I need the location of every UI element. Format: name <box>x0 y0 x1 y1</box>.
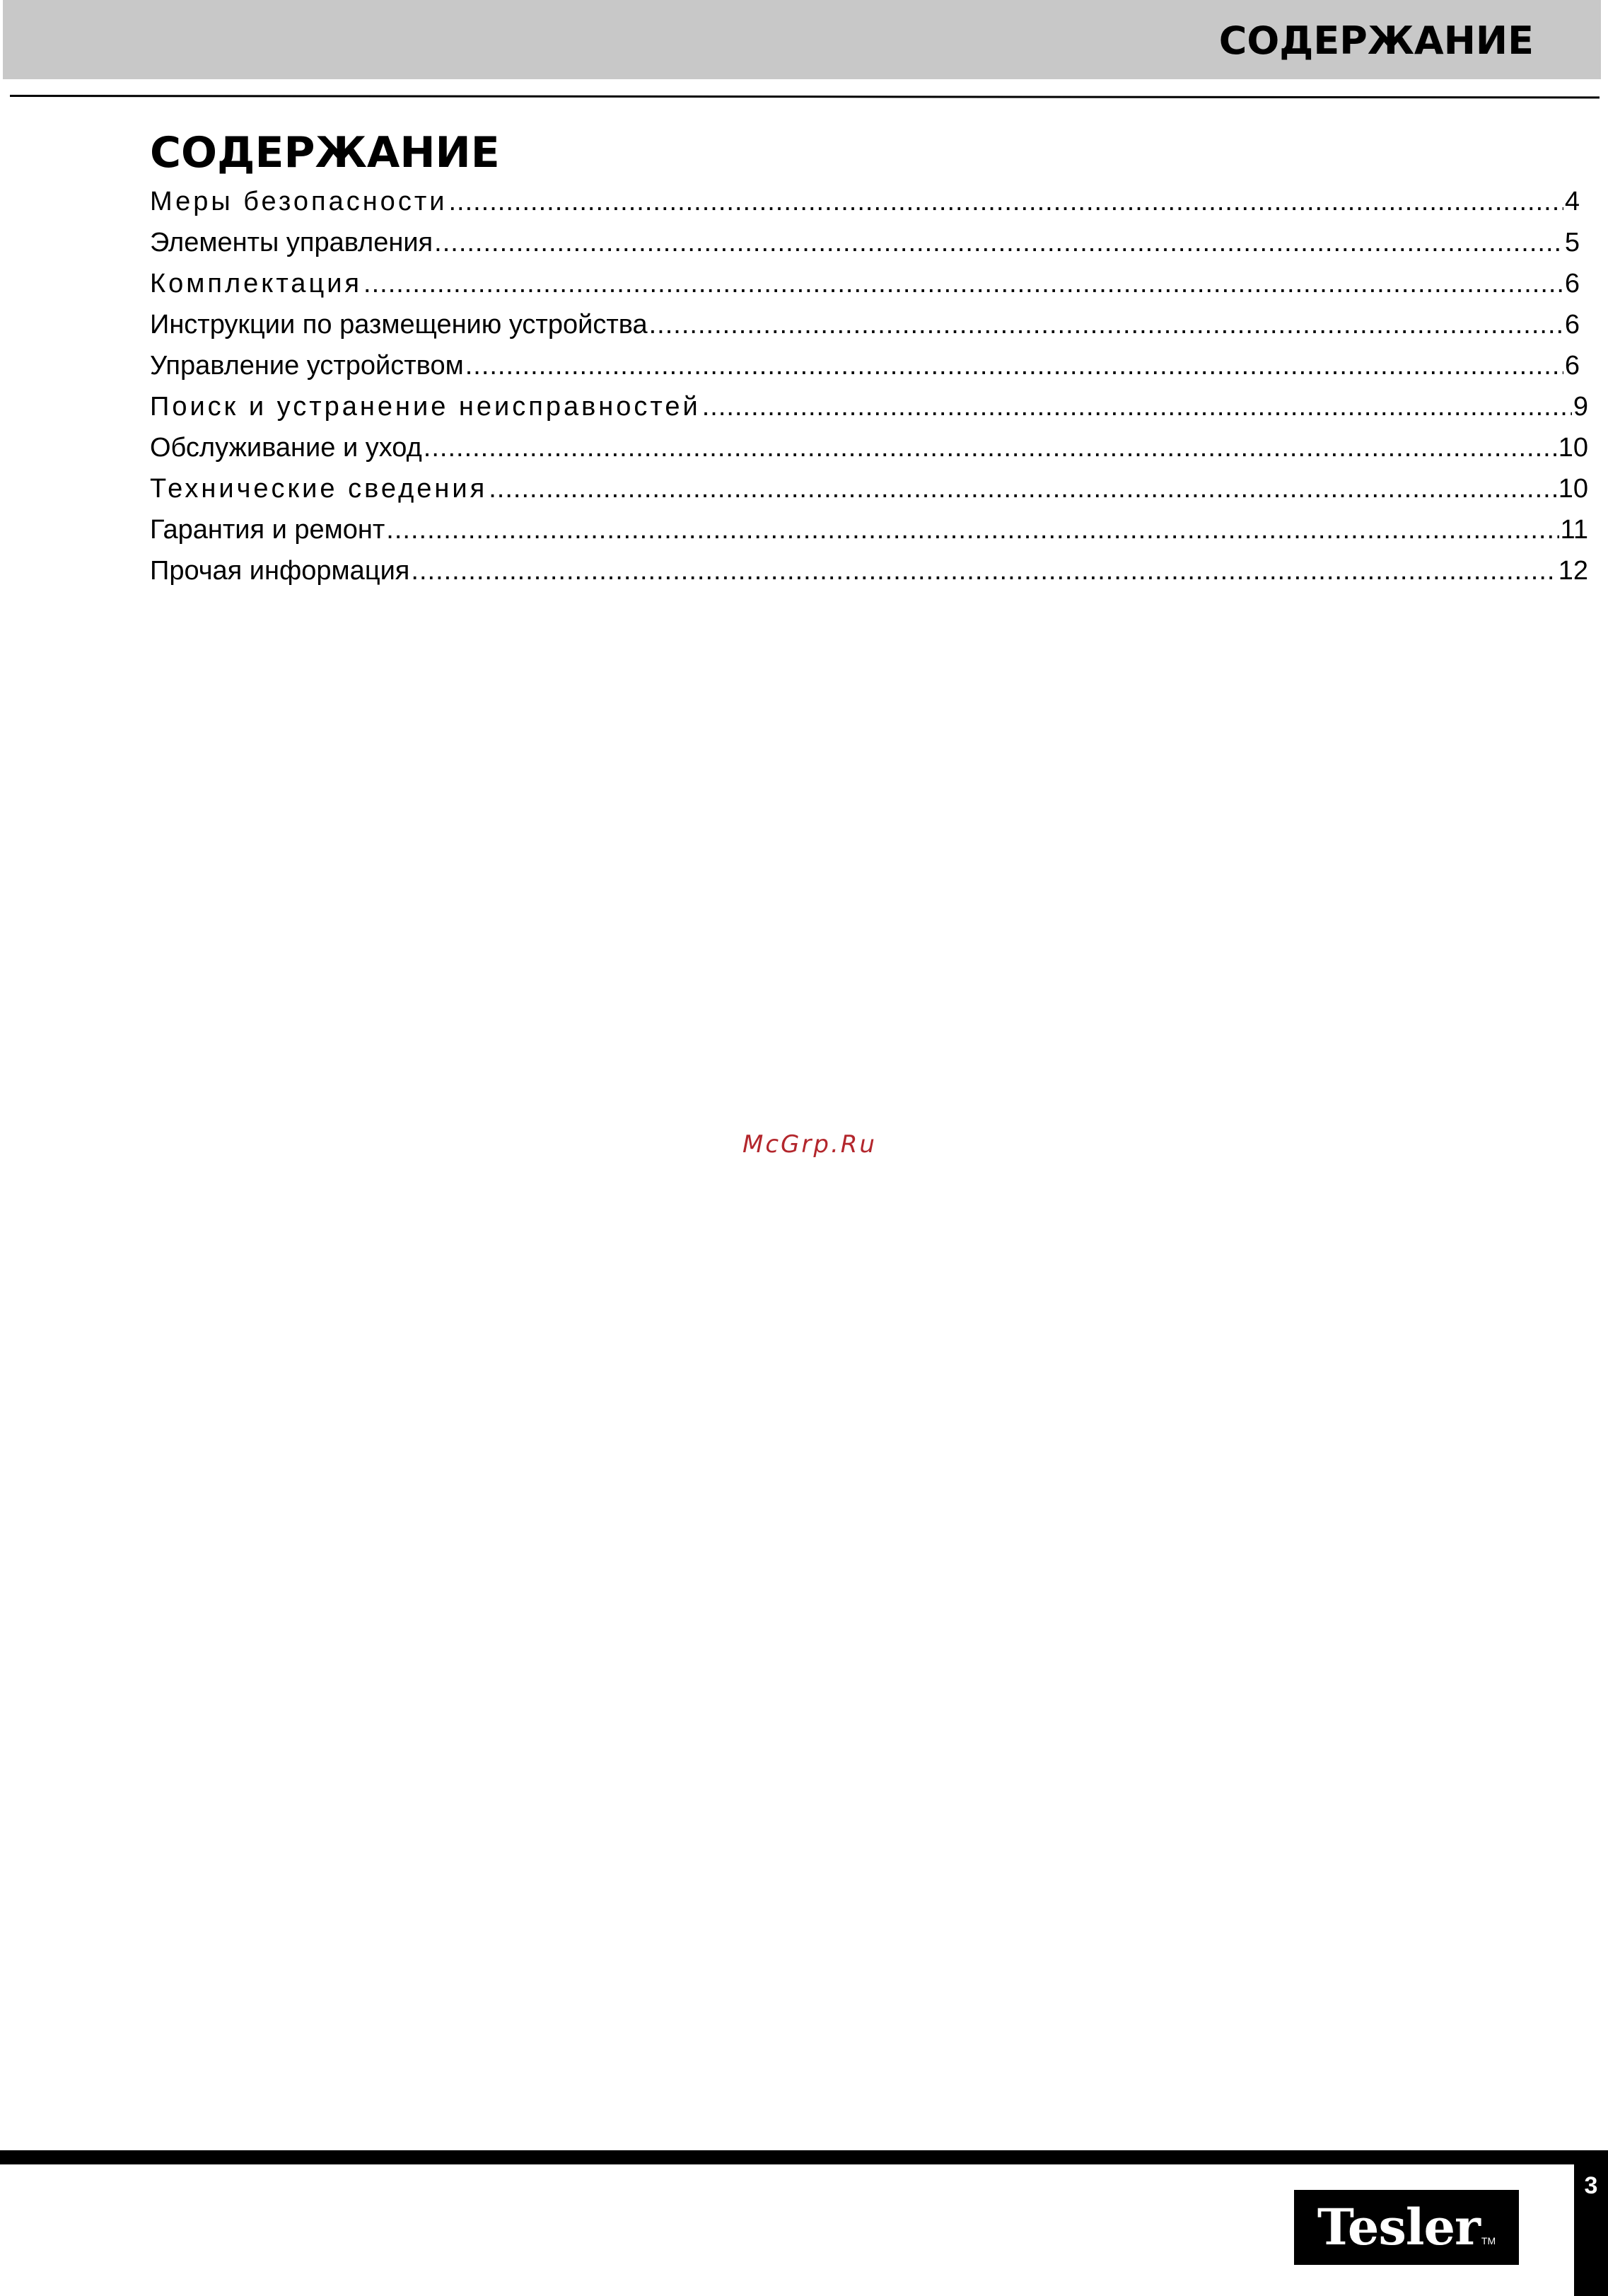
toc-dot-leader <box>649 304 1563 345</box>
toc-entry-page: 12 <box>1558 556 1588 586</box>
toc-entry-page: 4 <box>1564 187 1580 216</box>
header-divider <box>10 95 1600 98</box>
toc-entry-label: Прочая информация <box>150 556 410 586</box>
toc-entry-label: Поиск и устранение неисправностей <box>150 392 701 422</box>
toc-entry-label: Обслуживание и уход <box>150 433 422 463</box>
toc-entry[interactable] <box>150 304 1588 345</box>
logo-wordmark: Tesler <box>1317 2198 1480 2256</box>
toc-entry-page: 10 <box>1558 433 1588 463</box>
toc-dot-leader <box>386 509 1559 550</box>
toc-entry[interactable] <box>150 263 1588 304</box>
toc-entry[interactable] <box>150 509 1588 550</box>
toc-list <box>150 181 1588 591</box>
toc-entry-page: 11 <box>1560 515 1588 545</box>
toc-dot-leader <box>411 550 1556 591</box>
toc-entry[interactable] <box>150 181 1588 222</box>
toc-dot-leader <box>702 386 1572 427</box>
logo-trademark: TM <box>1481 2235 1496 2246</box>
toc-entry-page: 6 <box>1564 351 1580 381</box>
tesler-logo <box>1294 2190 1519 2265</box>
toc-entry[interactable] <box>150 345 1588 386</box>
toc-entry-label: Технические сведения <box>150 474 488 504</box>
toc-dot-leader <box>489 468 1557 509</box>
toc-dot-leader <box>465 345 1563 386</box>
toc-entry[interactable] <box>150 386 1588 427</box>
toc-entry[interactable] <box>150 427 1588 468</box>
toc-entry[interactable] <box>150 550 1588 591</box>
toc-entry-page: 5 <box>1564 228 1580 257</box>
toc-entry[interactable] <box>150 222 1588 263</box>
toc-title: СОДЕРЖАНИЕ <box>150 128 500 178</box>
footer-divider <box>0 2150 1574 2164</box>
toc-entry-label: Управление устройством <box>150 351 464 381</box>
toc-entry-label: Элементы управления <box>150 228 433 257</box>
toc-entry-label: Инструкции по размещению устройства <box>150 310 648 340</box>
header-title: СОДЕРЖАНИЕ <box>1218 18 1534 63</box>
toc-entry-label: Комплектация <box>150 269 363 298</box>
toc-entry-label: Меры безопасности <box>150 187 448 216</box>
table-of-contents <box>150 126 1588 591</box>
toc-entry-page: 6 <box>1564 269 1580 298</box>
toc-entry-page: 6 <box>1564 310 1580 340</box>
toc-dot-leader <box>434 222 1563 263</box>
header-bar <box>3 0 1601 79</box>
toc-entry[interactable] <box>150 468 1588 509</box>
toc-dot-leader <box>363 263 1563 304</box>
watermark-text: McGrp.Ru <box>742 1130 877 1159</box>
toc-entry-page: 9 <box>1573 392 1588 422</box>
toc-entry-label: Гарантия и ремонт <box>150 515 385 545</box>
toc-dot-leader <box>448 181 1563 222</box>
toc-entry-page: 10 <box>1558 474 1588 504</box>
toc-dot-leader <box>424 427 1557 468</box>
page-number: 3 <box>1584 2172 1598 2199</box>
